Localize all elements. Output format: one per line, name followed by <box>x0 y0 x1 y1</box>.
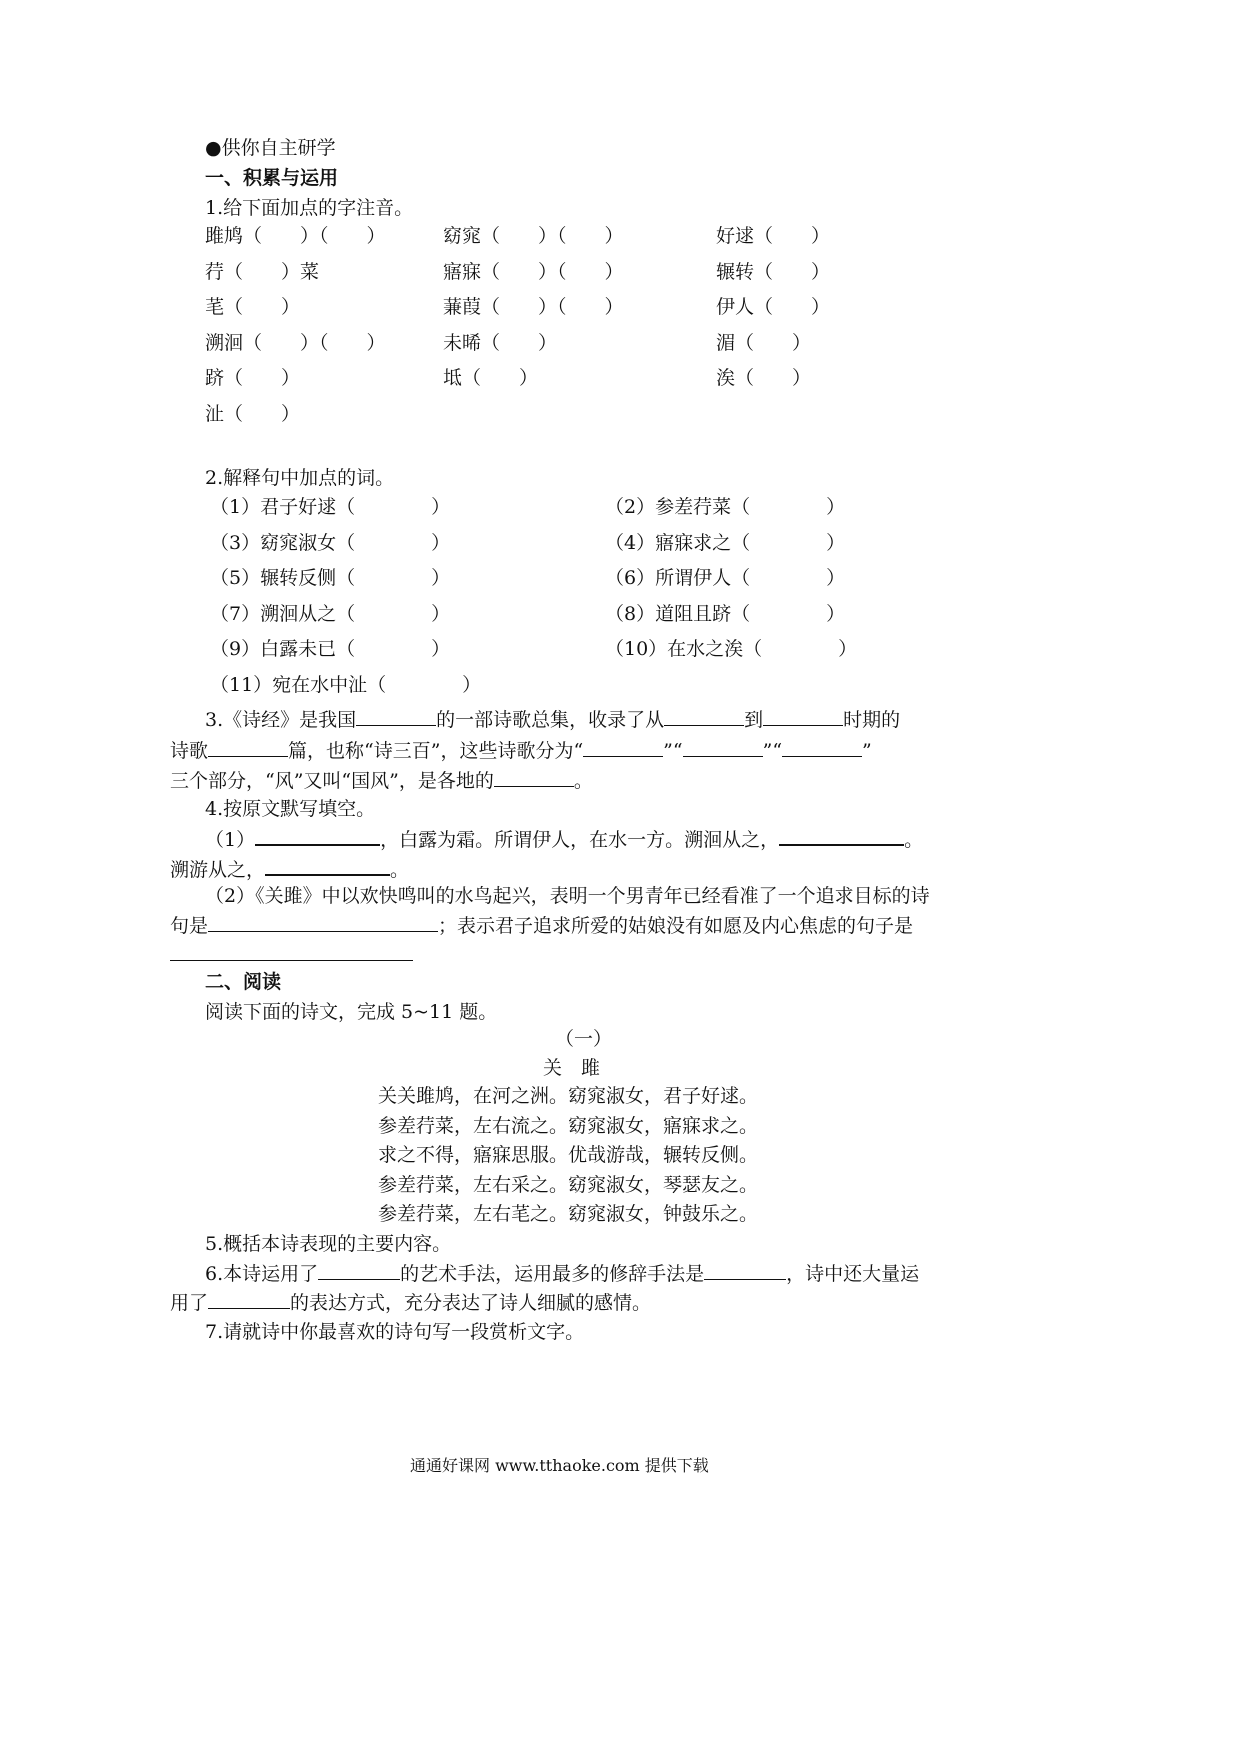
q4-line1: （1） ，白露为霜。所谓伊人，在水一方。溯洄从之， 。 <box>205 826 923 852</box>
pinyin-item: 跻（ ） <box>205 367 301 389</box>
pinyin-item: 窈窕（ ）（ ） <box>443 225 624 247</box>
q3-line1: 3.《诗经》是我国 的一部诗歌总集，收录了从 到 时期的 <box>205 709 901 731</box>
poem-line: 参差荇菜，左右流之。窈窕淑女，寤寐求之。 <box>378 1114 759 1137</box>
part-label: （一） <box>555 1028 613 1050</box>
section1-title: 一、积累与运用 <box>205 167 339 189</box>
pinyin-item: 坻（ ） <box>443 367 539 389</box>
poem-line: 关关雎鸠，在河之洲。窈窕淑女，君子好逑。 <box>378 1085 759 1107</box>
section2-title: 二、阅读 <box>205 971 282 993</box>
q4-line4: 句是 ；表示君子追求所爱的姑娘没有如愿及内心焦虑的句子是 <box>170 915 914 937</box>
definition-item: （8）道阻且跻（ ） <box>605 602 846 625</box>
q6-line2: 用了 的表达方式，充分表达了诗人细腻的感情。 <box>170 1292 652 1314</box>
pinyin-item: 好逑（ ） <box>716 225 831 247</box>
pinyin-item: 涘（ ） <box>716 367 812 389</box>
definition-item: （11）宛在水中沚（ ） <box>210 673 482 696</box>
q6-line1: 6.本诗运用了 的艺术手法，运用最多的修辞手法是 ，诗中还大量运 <box>205 1263 920 1285</box>
poem-line: 求之不得，寤寐思服。优哉游哉，辗转反侧。 <box>378 1144 759 1166</box>
reading-intro: 阅读下面的诗文，完成 5~11 题。 <box>205 1001 498 1023</box>
pinyin-item: 寤寐（ ）（ ） <box>443 260 624 283</box>
q5: 5.概括本诗表现的主要内容。 <box>205 1233 452 1255</box>
q4-line3: （2）《关雎》中以欢快鸣叫的水鸟起兴，表明一个男青年已经看准了一个追求目标的诗 <box>205 885 930 907</box>
pinyin-item: 芼（ ） <box>205 296 301 318</box>
bullet-icon: ● <box>205 137 222 159</box>
q4-prompt: 4.按原文默写填空。 <box>205 798 376 820</box>
definition-item: （10）在水之涘（ ） <box>605 638 858 660</box>
definition-item: （5）辗转反侧（ ） <box>210 567 451 589</box>
pinyin-item: 溯洄（ ）（ ） <box>205 331 386 354</box>
definition-item: （3）窈窕淑女（ ） <box>210 531 451 554</box>
q1-prompt: 1.给下面加点的字注音。 <box>205 197 414 219</box>
definition-item: （7）溯洄从之（ ） <box>210 602 451 625</box>
pinyin-item: 蒹葭（ ）（ ） <box>443 296 624 318</box>
q4-line2: 溯游从之， 。 <box>170 856 409 882</box>
header-title: 供你自主研学 <box>221 137 336 159</box>
q3-line3: 三个部分，“风”又叫“国风”，是各地的 。 <box>170 770 593 792</box>
pinyin-item: 荇（ ）菜 <box>205 260 320 283</box>
definition-item: （4）寤寐求之（ ） <box>605 531 846 554</box>
definition-item: （1）君子好逑（ ） <box>210 496 451 518</box>
definition-item: （9）白露未已（ ） <box>210 638 451 660</box>
poem-line: 参差荇菜，左右芼之。窈窕淑女，钟鼓乐之。 <box>378 1203 759 1225</box>
footer: 通通好课网 www.tthaoke.com 提供下载 <box>410 1456 709 1475</box>
pinyin-item: 沚（ ） <box>205 402 301 425</box>
poem-title: 关 雎 <box>543 1057 601 1079</box>
definition-item: （2）参差荇菜（ ） <box>605 496 846 518</box>
q3-line2: 诗歌 篇，也称“诗三百”，这些诗歌分为“ ”“ ”“ ” <box>170 740 872 762</box>
answer-line <box>170 960 413 961</box>
pinyin-item: 雎鸠（ ）（ ） <box>205 225 386 247</box>
section-header <box>205 136 336 160</box>
q7: 7.请就诗中你最喜欢的诗句写一段赏析文字。 <box>205 1321 585 1343</box>
pinyin-item: 辗转（ ） <box>716 260 831 283</box>
pinyin-item: 湄（ ） <box>716 331 812 354</box>
definition-item: （6）所谓伊人（ ） <box>605 567 846 589</box>
q2-prompt: 2.解释句中加点的词。 <box>205 467 395 489</box>
pinyin-item: 未晞（ ） <box>443 331 558 354</box>
poem-line: 参差荇菜，左右采之。窈窕淑女，琴瑟友之。 <box>378 1173 759 1196</box>
pinyin-item: 伊人（ ） <box>716 296 831 318</box>
